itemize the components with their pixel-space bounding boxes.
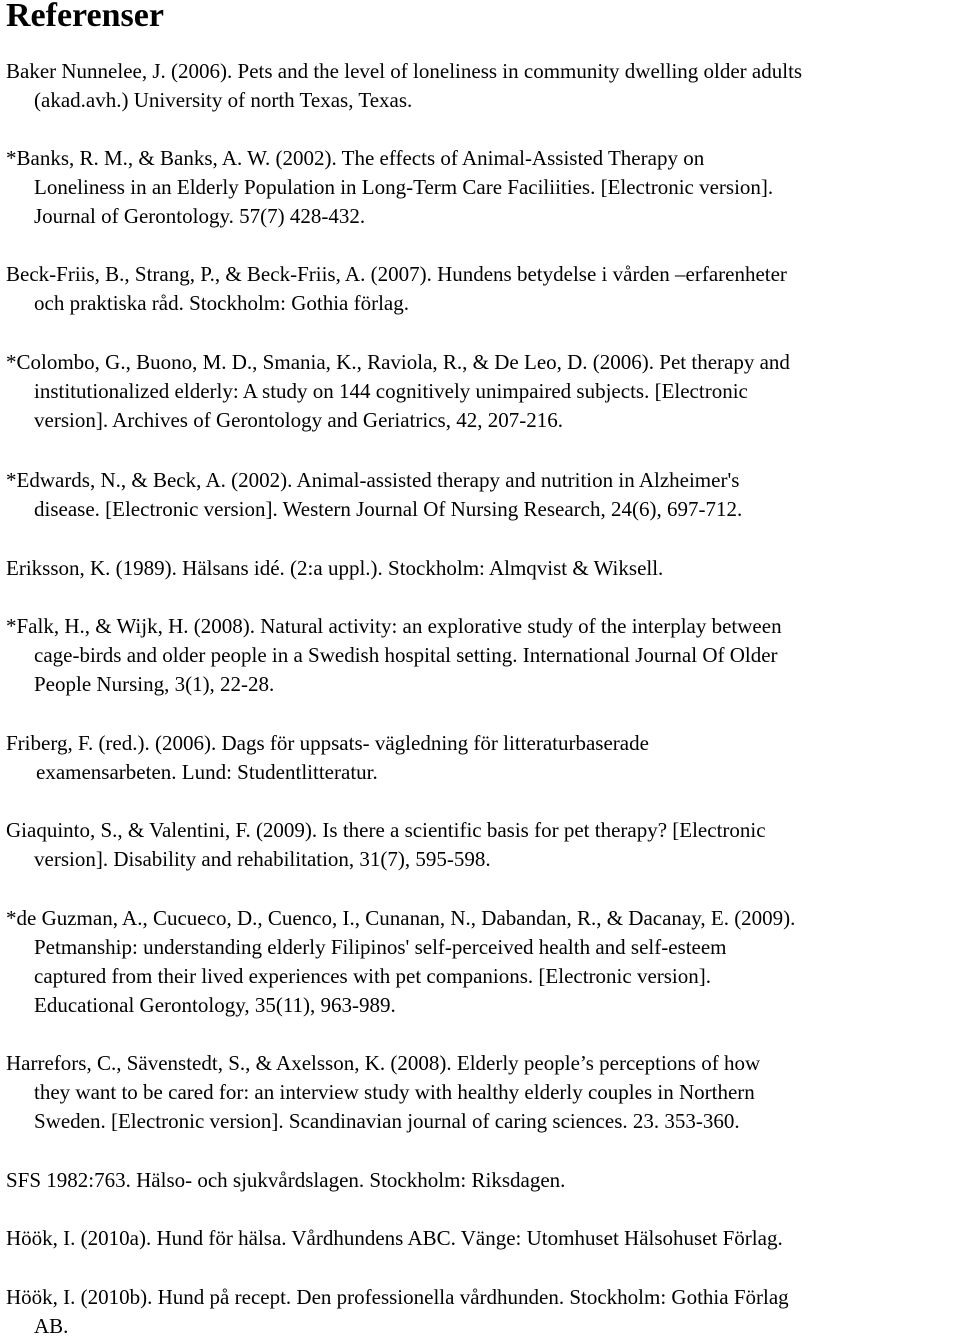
reference-entry bbox=[6, 1166, 954, 1195]
reference-entry bbox=[6, 904, 954, 1020]
reference-line: Beck-Friis, B., Strang, P., & Beck-Friis, A. (2007). Hundens betydelse i vården –erfarenheter bbox=[6, 262, 787, 286]
reference-entry bbox=[6, 1283, 954, 1341]
reference-entry bbox=[6, 816, 954, 874]
reference-line: captured from their lived experiences with pet companions. [Electronic version]. bbox=[34, 964, 712, 988]
reference-line: Petmanship: understanding elderly Filipinos' self-perceived health and self-esteem bbox=[34, 935, 727, 959]
reference-entry bbox=[6, 57, 954, 115]
reference-line: they want to be cared for: an interview study with healthy elderly couples in Northern bbox=[34, 1080, 755, 1104]
reference-line: Loneliness in an Elderly Population in Long-Term Care Faciliities. [Electronic version]. bbox=[34, 175, 774, 199]
reference-entry bbox=[6, 466, 954, 524]
reference-entry bbox=[6, 1224, 954, 1253]
reference-line: Sweden. [Electronic version]. Scandinavian journal of caring sciences. 23. 353-360. bbox=[34, 1109, 740, 1133]
page-title: Referenser bbox=[6, 0, 164, 34]
reference-entry bbox=[6, 612, 954, 699]
reference-entry bbox=[6, 729, 954, 787]
reference-line: (akad.avh.) University of north Texas, Texas. bbox=[34, 88, 413, 112]
reference-line: Höök, I. (2010b). Hund på recept. Den professionella vårdhunden. Stockholm: Gothia Förlag bbox=[6, 1285, 789, 1309]
reference-line: Harrefors, C., Sävenstedt, S., & Axelsson, K. (2008). Elderly people’s perceptions of how bbox=[6, 1051, 761, 1075]
reference-entry bbox=[6, 144, 954, 231]
reference-line: cage-birds and older people in a Swedish hospital setting. International Journal Of Older bbox=[34, 643, 778, 667]
reference-line: *Falk, H., & Wijk, H. (2008). Natural activity: an explorative study of the interplay between bbox=[6, 614, 782, 638]
reference-line: och praktiska råd. Stockholm: Gothia förlag. bbox=[34, 291, 409, 315]
reference-line: People Nursing, 3(1), 22-28. bbox=[34, 672, 275, 696]
reference-entry bbox=[6, 348, 954, 435]
reference-line: *Banks, R. M., & Banks, A. W. (2002). The effects of Animal-Assisted Therapy on bbox=[6, 146, 705, 170]
reference-line: Giaquinto, S., & Valentini, F. (2009). Is there a scientific basis for pet therapy? [Electronic bbox=[6, 818, 766, 842]
reference-line: disease. [Electronic version]. Western Journal Of Nursing Research, 24(6), 697-712. bbox=[34, 497, 743, 521]
reference-line: Baker Nunnelee, J. (2006). Pets and the level of loneliness in community dwelling older adults bbox=[6, 59, 803, 83]
reference-entry bbox=[6, 554, 954, 583]
reference-line: Höök, I. (2010a). Hund för hälsa. Vårdhundens ABC. Vänge: Utomhuset Hälsohuset Förlag. bbox=[6, 1226, 783, 1250]
reference-line: Journal of Gerontology. 57(7) 428-432. bbox=[34, 204, 366, 228]
reference-line: Friberg, F. (red.). (2006). Dags för uppsats- vägledning för litteraturbaserade bbox=[6, 731, 649, 755]
reference-line: AB. bbox=[34, 1314, 69, 1338]
reference-line: *Edwards, N., & Beck, A. (2002). Animal-assisted therapy and nutrition in Alzheimer's bbox=[6, 468, 740, 492]
reference-entry bbox=[6, 260, 954, 318]
reference-entry bbox=[6, 1049, 954, 1136]
reference-line: SFS 1982:763. Hälso- och sjukvårdslagen. Stockholm: Riksdagen. bbox=[6, 1168, 566, 1192]
reference-line: *Colombo, G., Buono, M. D., Smania, K., Raviola, R., & De Leo, D. (2006). Pet therapy and bbox=[6, 350, 790, 374]
reference-line: Eriksson, K. (1989). Hälsans idé. (2:a uppl.). Stockholm: Almqvist & Wiksell. bbox=[6, 556, 664, 580]
reference-line: institutionalized elderly: A study on 144 cognitively unimpaired subjects. [Electronic bbox=[34, 379, 748, 403]
reference-line: version]. Disability and rehabilitation, 31(7), 595-598. bbox=[34, 847, 491, 871]
reference-line: *de Guzman, A., Cucueco, D., Cuenco, I., Cunanan, N., Dabandan, R., & Dacanay, E. (2009). bbox=[6, 906, 796, 930]
reference-line: examensarbeten. Lund: Studentlitteratur. bbox=[36, 760, 378, 784]
reference-line: Educational Gerontology, 35(11), 963-989. bbox=[34, 993, 396, 1017]
reference-line: version]. Archives of Gerontology and Geriatrics, 42, 207-216. bbox=[34, 408, 563, 432]
